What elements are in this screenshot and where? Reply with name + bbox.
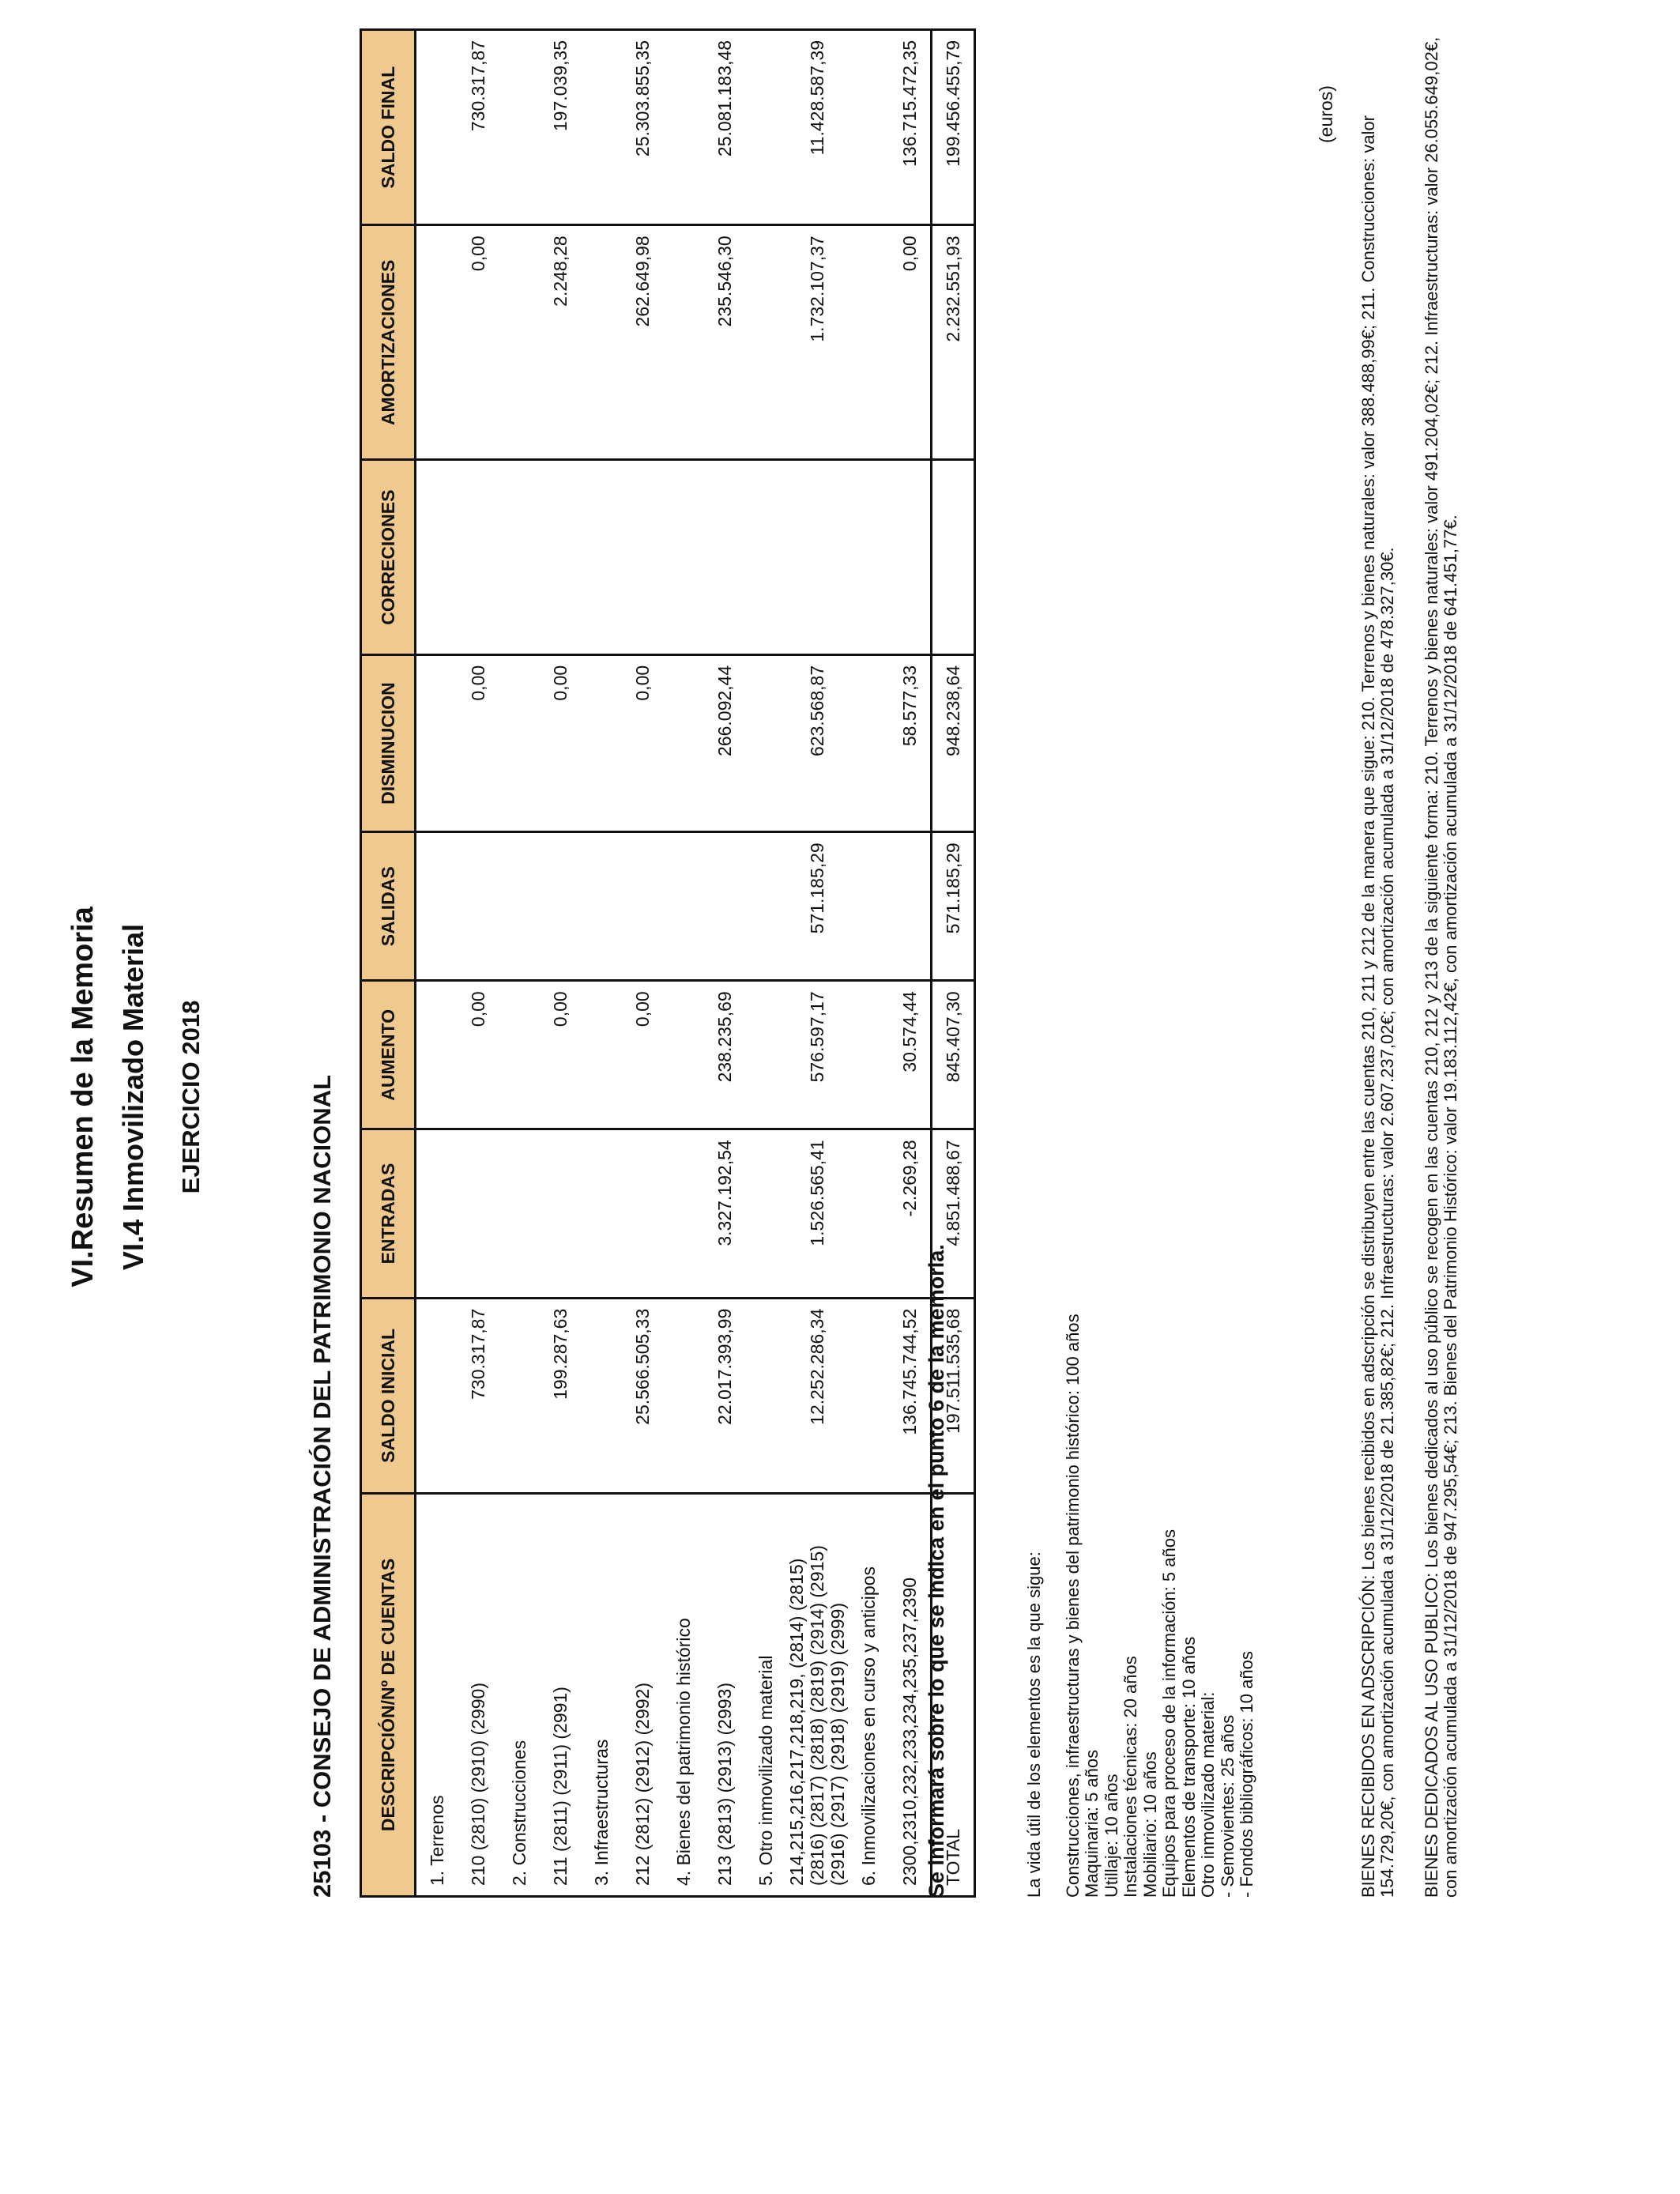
useful-life-intro: La vida útil de los elementos es la que sigue: (1024, 1551, 1044, 1898)
account-description-cell: 1. Terrenos (416, 1494, 458, 1897)
amount-cell: 1.526.565,41 (786, 1129, 848, 1298)
account-description-cell: 210 (2810) (2910) (2990) (458, 1494, 499, 1897)
report-title: VI.Resumen de la Memoria (66, 907, 100, 1287)
account-description-cell: 6. Inmovilizaciones en curso y anticipos (848, 1494, 889, 1897)
column-header: AMORTIZACIONES (361, 225, 416, 460)
account-description-cell: 2. Construcciones (499, 1494, 540, 1897)
amount-cell (458, 1129, 499, 1298)
useful-life-item: Elementos de transporte: 10 años (1178, 1636, 1199, 1898)
table-row (663, 30, 704, 1897)
amount-cell (499, 832, 540, 981)
amount-cell (581, 460, 622, 654)
amount-cell: 2.248,28 (540, 225, 581, 460)
amount-cell (704, 832, 745, 981)
entity-name: 25103 - CONSEJO DE ADMINISTRACIÓN DEL PATRIMONIO NACIONAL (308, 1075, 336, 1898)
amount-cell (745, 460, 786, 654)
amount-cell: 576.597,17 (786, 981, 848, 1129)
amount-cell: 3.327.192,54 (704, 1129, 745, 1298)
amount-cell (499, 981, 540, 1129)
amount-cell: 197.039,35 (540, 30, 581, 225)
account-description-cell: 5. Otro inmovilizado material (745, 1494, 786, 1897)
amount-cell (416, 30, 458, 225)
column-header: SALIDAS (361, 832, 416, 981)
amount-cell (663, 654, 704, 831)
total-label-cell: TOTAL (932, 1494, 975, 1897)
amount-cell: 0,00 (889, 225, 932, 460)
exercise-year: EJERCICIO 2018 (177, 1000, 205, 1194)
amount-cell (745, 1129, 786, 1298)
amount-cell: 0,00 (458, 654, 499, 831)
amount-cell: 0,00 (540, 654, 581, 831)
amount-cell: 25.566.505,33 (622, 1298, 663, 1493)
account-description-cell: 211 (2811) (2911) (2991) (540, 1494, 581, 1897)
amount-cell (663, 1298, 704, 1493)
amount-cell (499, 460, 540, 654)
table-row (540, 30, 581, 1897)
useful-life-item: Construcciones, infraestructuras y bienes del patrimonio histórico: 100 años (1062, 1314, 1083, 1898)
amount-cell (499, 30, 540, 225)
amount-cell: 25.303.855,35 (622, 30, 663, 225)
amount-cell: 22.017.393,99 (704, 1298, 745, 1493)
amount-cell (889, 832, 932, 981)
amount-cell: 235.546,30 (704, 225, 745, 460)
account-description-cell: 3. Infraestructuras (581, 1494, 622, 1897)
amount-cell (458, 460, 499, 654)
amount-cell: 266.092,44 (704, 654, 745, 831)
account-description-cell: 214,215,216,217,218,219, (2814) (2815) (2816) (2817) (2818) (2819) (2914) (2915) (2916) (2917) (2918) (2919) (2999) (786, 1494, 848, 1897)
report-subtitle: VI.4 Inmovilizado Material (117, 923, 149, 1271)
total-amount-cell: 197.511.535,68 (932, 1298, 975, 1493)
amount-cell (622, 832, 663, 981)
total-amount-cell: 199.456.455,79 (932, 30, 975, 225)
amount-cell (663, 30, 704, 225)
amount-cell: 0,00 (540, 981, 581, 1129)
amount-cell: 25.081.183,48 (704, 30, 745, 225)
amount-cell (745, 654, 786, 831)
amount-cell (663, 832, 704, 981)
useful-life-item: Equipos para proceso de la información: 5 años (1159, 1529, 1179, 1898)
amount-cell (416, 981, 458, 1129)
useful-life-item: Instalaciones técnicas: 20 años (1121, 1656, 1140, 1898)
amount-cell: 730.317,87 (458, 1298, 499, 1493)
amount-cell (499, 225, 540, 460)
amount-cell: 0,00 (622, 654, 663, 831)
amount-cell (581, 30, 622, 225)
useful-life-item: Maquinaria: 5 años (1082, 1749, 1102, 1898)
amount-cell (416, 832, 458, 981)
amount-cell: 12.252.286,34 (786, 1298, 848, 1493)
amount-cell (416, 1129, 458, 1298)
amount-cell (581, 832, 622, 981)
amount-cell (458, 832, 499, 981)
column-header: SALDO INICIAL (361, 1298, 416, 1493)
column-header: DISMINUCION (361, 654, 416, 831)
amount-cell (848, 30, 889, 225)
useful-life-item: - Fondos bibliográficos: 10 años (1237, 1651, 1256, 1898)
amount-cell (416, 460, 458, 654)
account-description-cell: 4. Bienes del patrimonio histórico (663, 1494, 704, 1897)
amount-cell (848, 460, 889, 654)
amount-cell (704, 460, 745, 654)
amount-cell: 30.574,44 (889, 981, 932, 1129)
total-amount-cell (932, 460, 975, 654)
table-row (786, 30, 848, 1897)
table-row (499, 30, 540, 1897)
amount-cell (622, 1129, 663, 1298)
amount-cell (540, 1129, 581, 1298)
amount-cell (540, 460, 581, 654)
amount-cell (581, 981, 622, 1129)
amount-cell (848, 225, 889, 460)
amount-cell: 136.715.472,35 (889, 30, 932, 225)
useful-life-item: Mobiliario: 10 años (1139, 1751, 1160, 1898)
amount-cell (622, 460, 663, 654)
amount-cell (663, 225, 704, 460)
useful-life-item: Utillaje: 10 años (1101, 1774, 1121, 1898)
table-row (416, 30, 458, 1897)
column-header: ENTRADAS (361, 1129, 416, 1298)
table-row (458, 30, 499, 1897)
amount-cell (416, 1298, 458, 1493)
amount-cell (848, 654, 889, 831)
amount-cell (581, 1298, 622, 1493)
amount-cell: 571.185,29 (786, 832, 848, 981)
fixed-assets-table (360, 28, 976, 1898)
amount-cell (848, 832, 889, 981)
amount-cell: 262.649,98 (622, 225, 663, 460)
amount-cell: 0,00 (458, 225, 499, 460)
footer-adscripcion: BIENES RECIBIDOS EN ADSCRIPCIÓN: Los bienes recibidos en adscripción se distribuyen entre las cuentas 210, 211 y 212 de la manera que sigue: 210. Terrenos y bienes naturales: valor 388.488,99€; 211. Construcciones: valor 154.729,20€, con amortización acumulada a 31/12/2018 de 21.385,82€; 212. Infraestructuras: valor 2.607.237,02€; con amortización acumulada a 31/12/2018 de 478.327,30€. (1358, 115, 1397, 1898)
memory-note: Se informará sobre lo que se indica en el punto 6 de la memoria. (925, 1244, 948, 1898)
amount-cell: 730.317,87 (458, 30, 499, 225)
amount-cell (416, 225, 458, 460)
useful-life-item: - Semovientes: 25 años (1217, 1714, 1237, 1898)
amount-cell: 623.568,87 (786, 654, 848, 831)
amount-cell (499, 654, 540, 831)
amount-cell (848, 1298, 889, 1493)
table-row (704, 30, 745, 1897)
amount-cell (581, 654, 622, 831)
amount-cell: 238.235,69 (704, 981, 745, 1129)
amount-cell (416, 654, 458, 831)
amount-cell: 58.577,33 (889, 654, 932, 831)
table-row (745, 30, 786, 1897)
amount-cell (499, 1298, 540, 1493)
amount-cell (786, 460, 848, 654)
amount-cell (889, 460, 932, 654)
useful-life-block (1025, 1314, 1257, 1898)
amount-cell: -2.269,28 (889, 1129, 932, 1298)
total-amount-cell: 2.232.551,93 (932, 225, 975, 460)
column-header: CORRECIONES (361, 460, 416, 654)
amount-cell: 199.287,63 (540, 1298, 581, 1493)
amount-cell (745, 225, 786, 460)
table-row (581, 30, 622, 1897)
amount-cell: 0,00 (622, 981, 663, 1129)
column-header: AUMENTO (361, 981, 416, 1129)
account-description-cell: 2300,2310,232,233,234,235,237,2390 (889, 1494, 932, 1897)
amount-cell (848, 981, 889, 1129)
table-row (848, 30, 889, 1897)
account-description-cell: 212 (2812) (2912) (2992) (622, 1494, 663, 1897)
total-amount-cell: 948.238,64 (932, 654, 975, 831)
total-amount-cell: 571.185,29 (932, 832, 975, 981)
amount-cell (663, 1129, 704, 1298)
amount-cell (745, 832, 786, 981)
footer-uso-publico: BIENES DEDICADOS AL USO PUBLICO: Los bienes dedicados al uso público se recogen en las cuentas 210, 212 y 213 de la siguiente forma: 210. Terrenos y bienes naturales: valor 491.204,02€; 212. Infraestructuras: valor 26.055.649,02€, con amortización acumulada a 31/12/2018 de 947.295,54€; 213. Bienes del Patrimonio Histórico: valor 19.183.112,42€, con amortización acumulada a 31/12/2018 de 641.451,77€. (1422, 36, 1460, 1898)
account-description-cell: 213 (2813) (2913) (2993) (704, 1494, 745, 1897)
amount-cell (745, 1298, 786, 1493)
amount-cell (499, 1129, 540, 1298)
amount-cell (663, 460, 704, 654)
total-amount-cell: 845.407,30 (932, 981, 975, 1129)
total-amount-cell: 4.851.488,67 (932, 1129, 975, 1298)
column-header: SALDO FINAL (361, 30, 416, 225)
amount-cell (848, 1129, 889, 1298)
amount-cell (581, 225, 622, 460)
units-label: (euros) (1316, 85, 1336, 143)
amount-cell (663, 981, 704, 1129)
amount-cell (540, 832, 581, 981)
amount-cell: 136.745.744,52 (889, 1298, 932, 1493)
column-header: DESCRIPCIÓN/Nº DE CUENTAS (361, 1494, 416, 1897)
amount-cell: 0,00 (458, 981, 499, 1129)
useful-life-item: Otro inmovilizado material: (1198, 1691, 1218, 1898)
amount-cell (745, 30, 786, 225)
amount-cell (745, 981, 786, 1129)
table-header-row (361, 30, 416, 1897)
table-row (622, 30, 663, 1897)
amount-cell (581, 1129, 622, 1298)
amount-cell: 1.732.107,37 (786, 225, 848, 460)
amount-cell: 11.428.587,39 (786, 30, 848, 225)
